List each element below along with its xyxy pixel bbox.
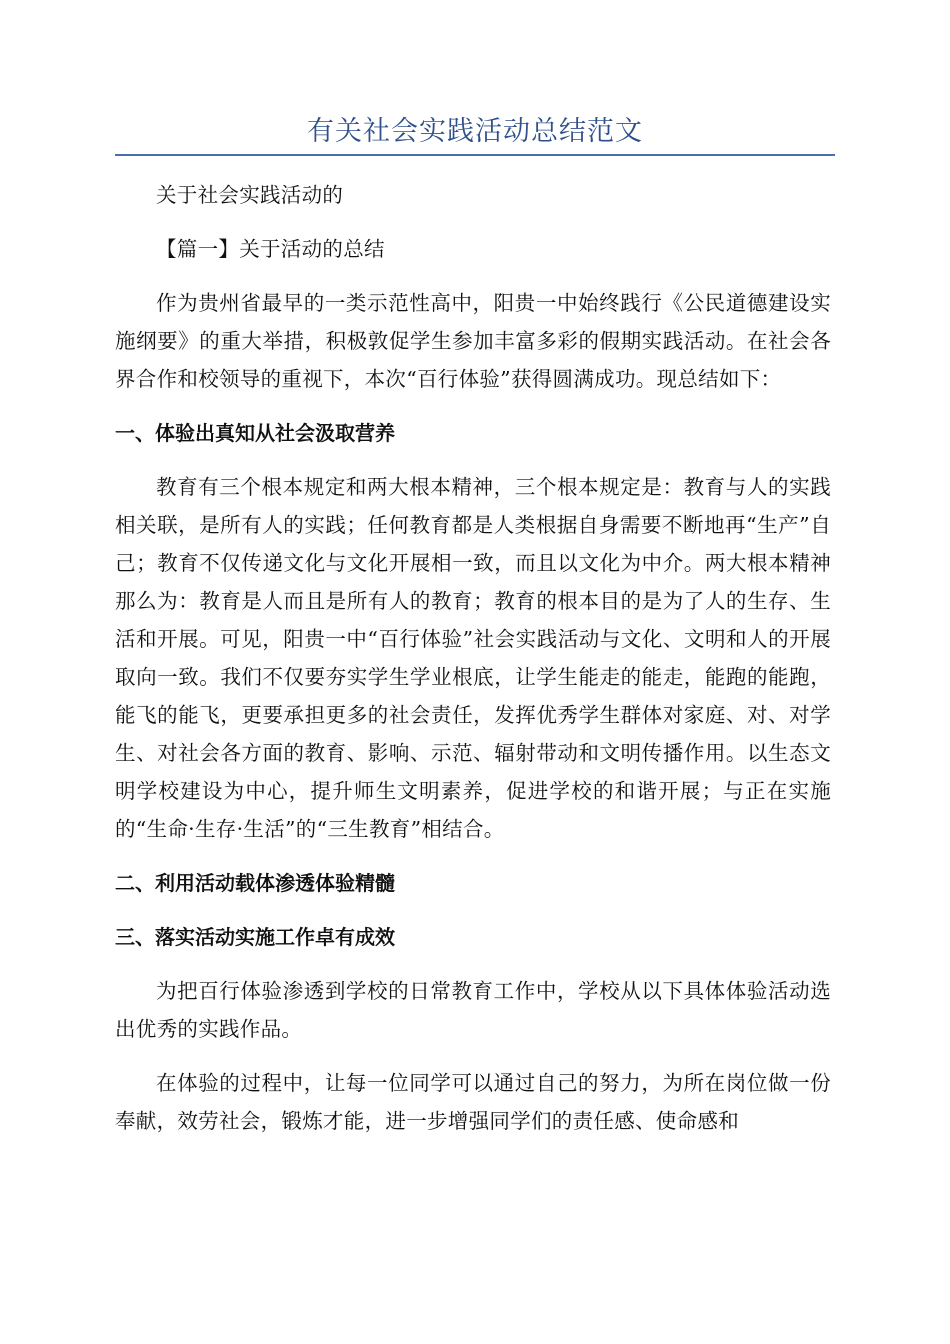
section-heading-3: 三、落实活动实施工作卓有成效: [115, 925, 395, 949]
title-underline: [115, 154, 835, 156]
document-title: 有关社会实践活动总结范文: [307, 116, 643, 147]
chapter-heading: 【篇一】关于活动的总结: [156, 237, 385, 261]
intro-paragraph: 关于社会实践活动的: [156, 183, 344, 207]
document-body: [115, 176, 831, 1140]
section-heading-1: 一、体验出真知从社会汲取营养: [115, 421, 395, 445]
paragraph-4: 在体验的过程中，让每一位同学可以通过自己的努力，为所在岗位做一份奉献，效劳社会，锻炼才能，进一步增强同学们的责任感、使命感和: [115, 1071, 831, 1133]
paragraph-2: 教育有三个根本规定和两大根本精神，三个根本规定是：教育与人的实践相关联，是所有人的实践；任何教育都是人类根据自身需要不断地再“生产”自己；教育不仅传递文化与文化开展相一致，而且以文化为中介。两大根本精神那么为：教育是人而且是所有人的教育；教育的根本目的是为了人的生存、生活和开展。可见，阳贵一中“百行体验”社会实践活动与文化、文明和人的开展取向一致。我们不仅要夯实学生学业根底，让学生能走的能走，能跑的能跑，能飞的能飞，更要承担更多的社会责任，发挥优秀学生群体对家庭、对、对学生、对社会各方面的教育、影响、示范、辐射带动和文明传播作用。以生态文明学校建设为中心，提升师生文明素养，促进学校的和谐开展；与正在实施的“生命·生存·生活”的“三生教育”相结合。: [115, 475, 831, 841]
paragraph-1: 作为贵州省最早的一类示范性高中，阳贵一中始终践行《公民道德建设实施纲要》的重大举措，积极敦促学生参加丰富多彩的假期实践活动。在社会各界合作和校领导的重视下，本次“百行体验”获得圆满成功。现总结如下：: [115, 291, 831, 391]
paragraph-3: 为把百行体验渗透到学校的日常教育工作中，学校从以下具体体验活动选出优秀的实践作品。: [115, 979, 831, 1041]
section-heading-2: 二、利用活动载体渗透体验精髓: [115, 871, 395, 895]
